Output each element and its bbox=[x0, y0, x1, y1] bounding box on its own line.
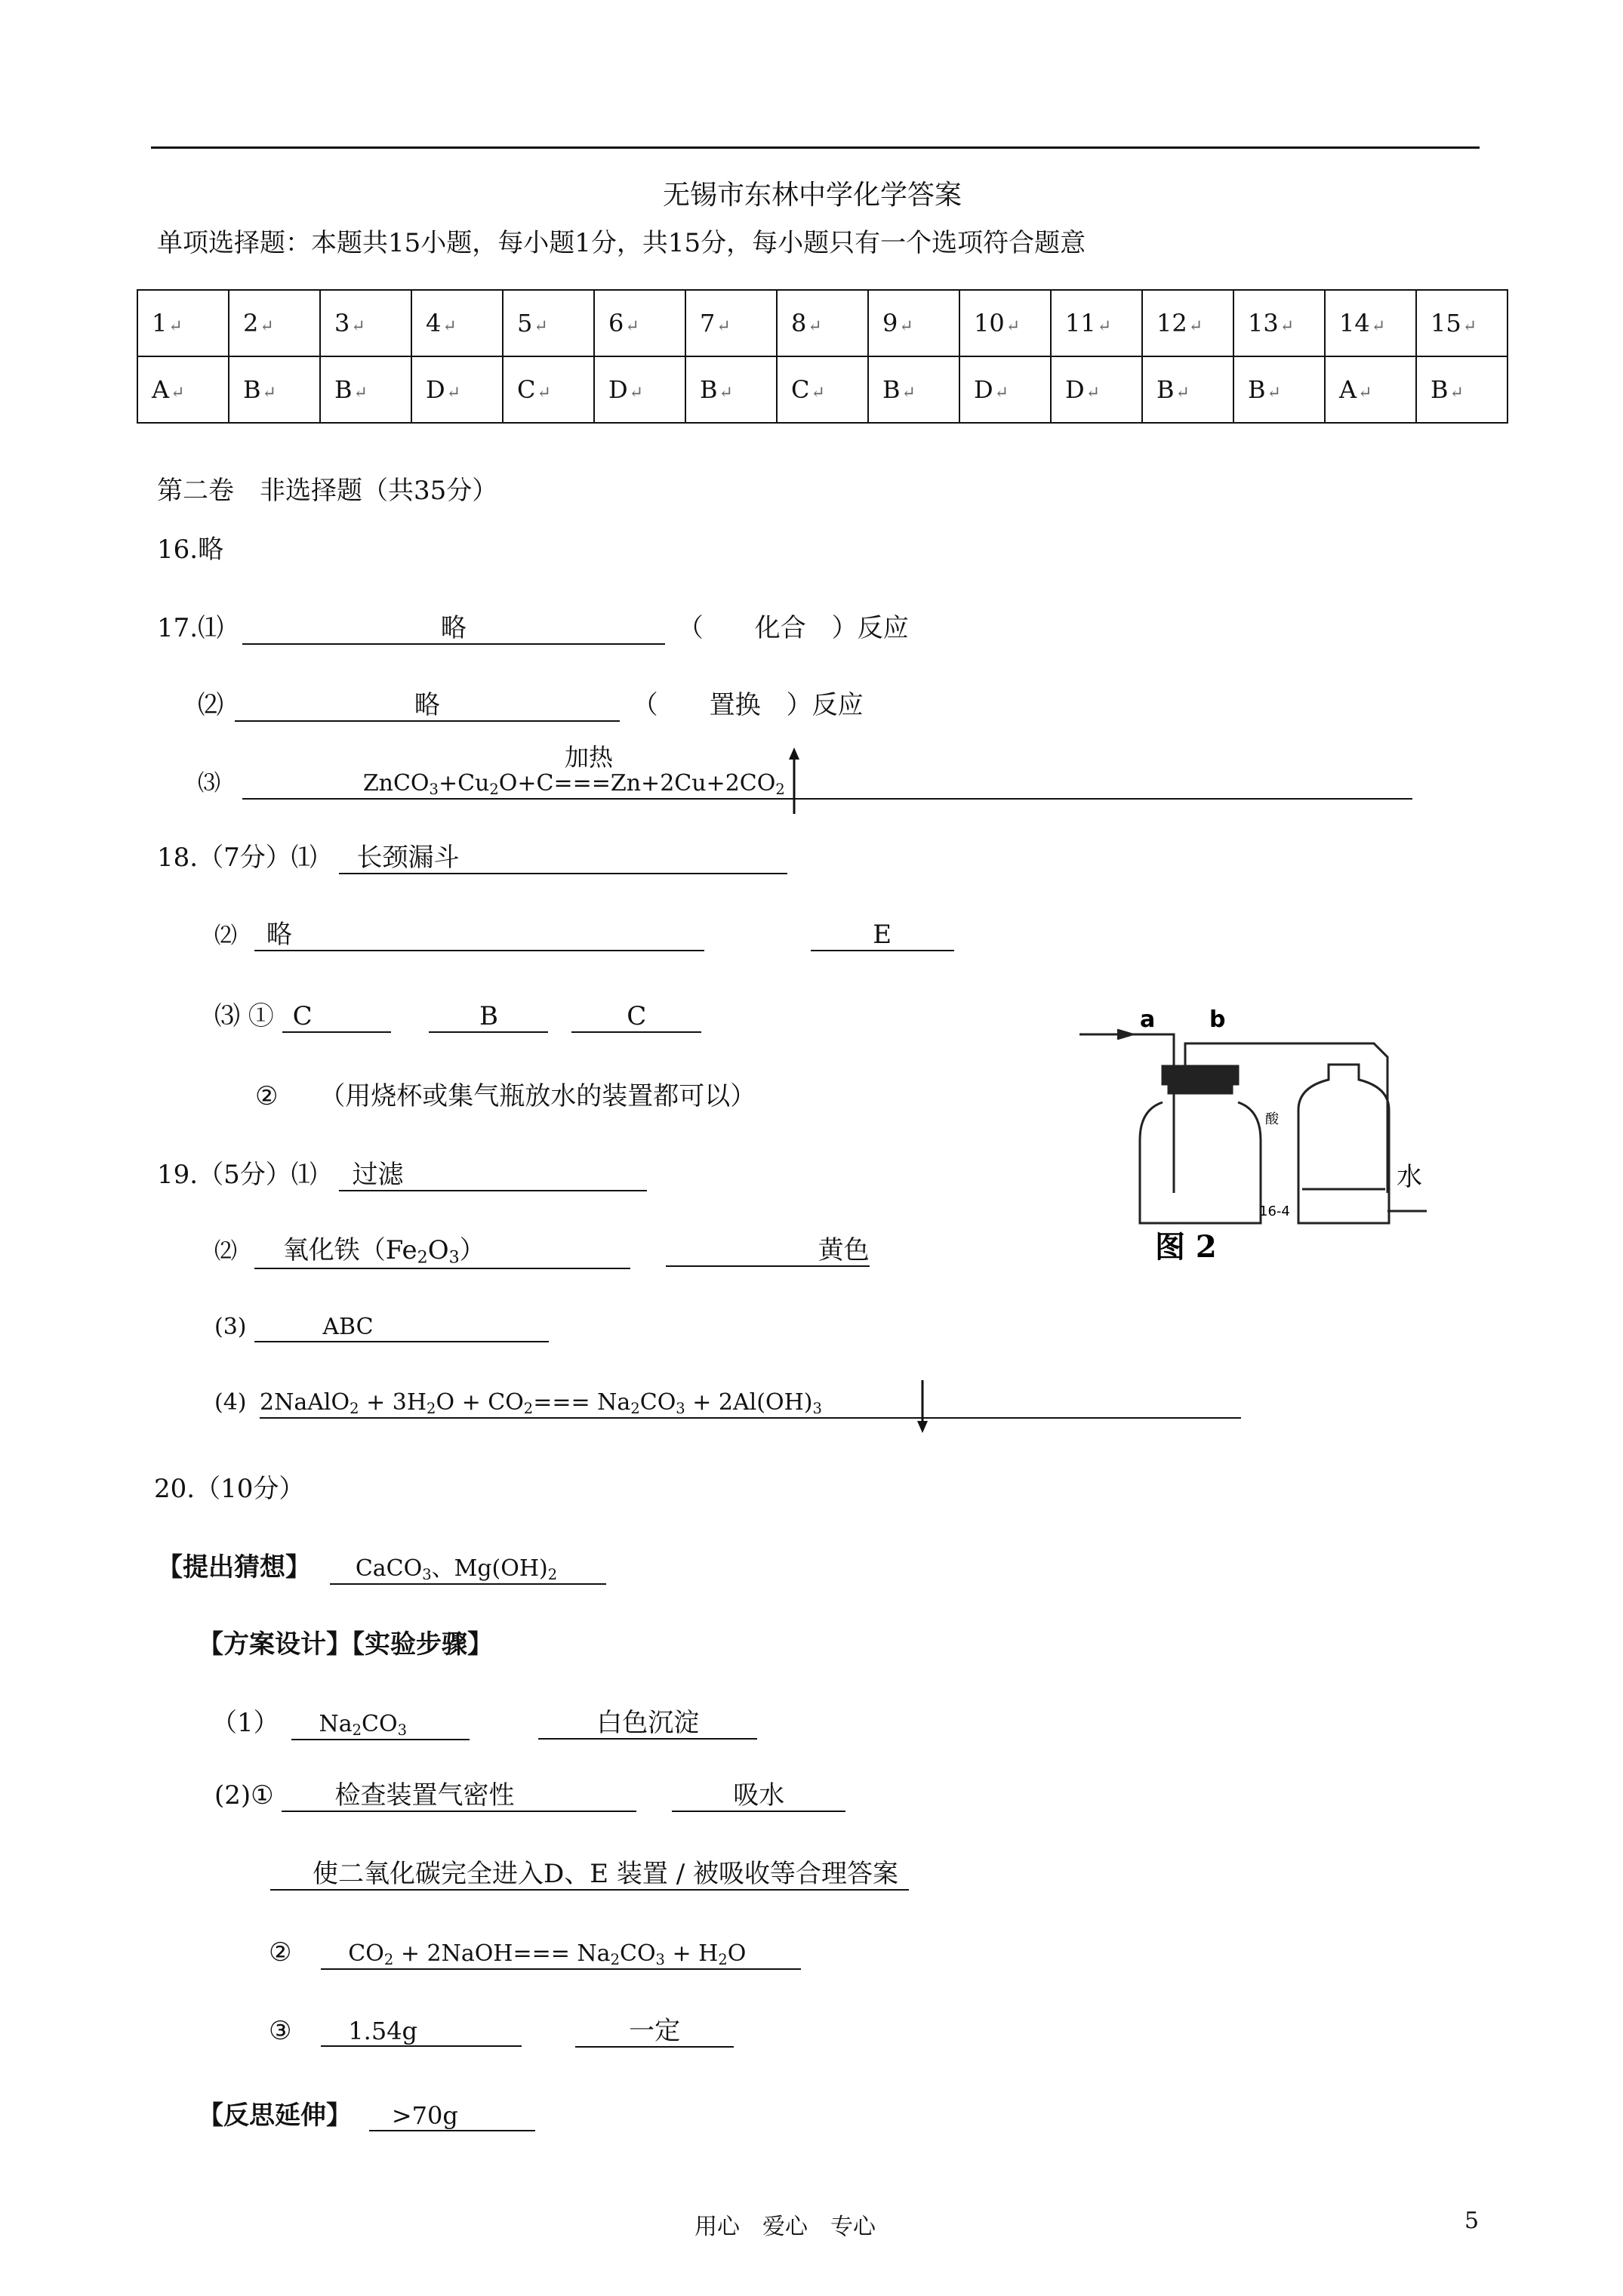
q18-p2-answer bbox=[254, 920, 704, 951]
cell-text: 8 bbox=[791, 309, 807, 337]
q17-p2-answer bbox=[235, 691, 620, 722]
return-mark: ↵ bbox=[625, 317, 639, 336]
table-cell bbox=[411, 290, 503, 356]
return-mark: ↵ bbox=[994, 384, 1009, 402]
eq-part: + 2NaOH=== Na bbox=[393, 1940, 611, 1967]
q20-s2-answer1 bbox=[282, 1781, 636, 1812]
eq-sub: 3 bbox=[812, 1399, 822, 1417]
q18-p2-label: ⑵ bbox=[214, 923, 237, 949]
cell-text: 5 bbox=[517, 309, 533, 337]
eq-part: CO bbox=[639, 1389, 676, 1416]
cell-text: 6 bbox=[608, 309, 624, 337]
answer-text: 一定 bbox=[629, 2016, 681, 2046]
eq-sub: 2 bbox=[489, 780, 499, 798]
eq-part: ZnCO bbox=[362, 770, 430, 797]
q17-p2-type: （ 置换 ）反应 bbox=[632, 690, 864, 720]
stopper bbox=[1163, 1066, 1238, 1084]
q20-step2-line2 bbox=[270, 1859, 909, 1891]
table-cell bbox=[320, 356, 411, 423]
answer-text: 使二氧化碳完全进入D、E 装置 / 被吸收等合理答案 bbox=[313, 1859, 898, 1889]
tube-a bbox=[1132, 1034, 1174, 1193]
answer-text: 、Mg(OH) bbox=[431, 1555, 548, 1582]
table-cell bbox=[137, 290, 229, 356]
cell-text: 11 bbox=[1065, 309, 1096, 337]
table-cell bbox=[503, 356, 594, 423]
answer-sub: 3 bbox=[448, 1247, 460, 1268]
answer-text: 略 bbox=[440, 613, 467, 643]
label-a: a bbox=[1140, 1006, 1156, 1033]
q20-s2-3-answer1 bbox=[321, 2017, 522, 2047]
cell-text: 7 bbox=[700, 309, 716, 337]
q18-p1-label: 18.（7分）⑴ bbox=[157, 843, 317, 873]
cell-text: 14 bbox=[1339, 309, 1370, 337]
q19-p2-answer1 bbox=[254, 1236, 630, 1269]
return-mark: ↵ bbox=[446, 384, 461, 402]
q19-p3-label: (3) bbox=[214, 1314, 247, 1340]
q20-step2 bbox=[214, 1780, 845, 1812]
q18-part2 bbox=[214, 917, 954, 951]
cell-text: 10 bbox=[974, 309, 1005, 337]
q19-p2-label: ⑵ bbox=[214, 1238, 237, 1265]
page-number: 5 bbox=[1464, 2208, 1480, 2234]
cell-text: C bbox=[517, 375, 536, 404]
answer-table-number-row bbox=[137, 290, 1508, 356]
return-mark: ↵ bbox=[353, 384, 368, 402]
q20-s2-2-equation bbox=[321, 1941, 801, 1970]
header-rule bbox=[151, 146, 1480, 149]
eq-part: +Cu bbox=[438, 770, 490, 797]
table-cell bbox=[411, 356, 503, 423]
page-title: 无锡市东林中学化学答案 bbox=[663, 180, 962, 211]
eq-sub: 2 bbox=[718, 1950, 728, 1968]
table-cell bbox=[1325, 356, 1416, 423]
q18-p3-2-text: （用烧杯或集气瓶放水的装置都可以） bbox=[319, 1081, 756, 1111]
q17-p1-answer bbox=[242, 614, 665, 645]
return-mark: ↵ bbox=[1371, 317, 1386, 336]
cell-text: B bbox=[1431, 375, 1449, 404]
cell-text: D bbox=[608, 375, 628, 404]
label-side: 酸 bbox=[1265, 1111, 1279, 1127]
cell-text: 1 bbox=[152, 309, 168, 337]
answer-sub: 2 bbox=[547, 1565, 558, 1583]
eq-part: + 2Al(OH) bbox=[685, 1389, 813, 1416]
q17-p1-type: （ 化合 ）反应 bbox=[677, 613, 909, 643]
cell-text: B bbox=[1248, 375, 1266, 404]
eq-sub: 2 bbox=[630, 1399, 640, 1417]
q20-step2-2 bbox=[269, 1937, 801, 1970]
q17-p3-equation bbox=[242, 771, 1412, 800]
answer-table-answer-row bbox=[137, 356, 1508, 423]
answer-text: 检查装置气密性 bbox=[334, 1780, 515, 1811]
cell-text: 12 bbox=[1156, 309, 1187, 337]
q18-p3-answer2 bbox=[429, 1002, 548, 1033]
return-mark: ↵ bbox=[811, 384, 825, 402]
return-mark: ↵ bbox=[1267, 384, 1281, 402]
q18-p3-answer1 bbox=[282, 1002, 391, 1033]
cell-text: A bbox=[152, 375, 170, 404]
q20-reflect-label: 【反思延伸】 bbox=[198, 2100, 352, 2131]
cell-text: B bbox=[882, 375, 901, 404]
answer-text: C bbox=[292, 1001, 313, 1031]
table-cell bbox=[229, 356, 320, 423]
eq-sub: 3 bbox=[429, 780, 439, 798]
q20-s1-answer2 bbox=[538, 1709, 757, 1740]
q17-p1-label: 17.⑴ bbox=[157, 613, 224, 643]
q17-p3-condition: 加热 bbox=[565, 743, 614, 772]
eq-sub: 3 bbox=[655, 1950, 665, 1968]
q18-part3 bbox=[214, 995, 701, 1033]
q18-p3-label: ⑶ ① bbox=[214, 1001, 274, 1031]
q20-guess-answer bbox=[330, 1556, 606, 1585]
table-cell bbox=[777, 356, 868, 423]
answer-text: 氧化铁（Fe bbox=[282, 1235, 417, 1265]
return-mark: ↵ bbox=[899, 317, 913, 336]
table-cell bbox=[503, 290, 594, 356]
cell-text: C bbox=[791, 375, 810, 404]
flask-left bbox=[1140, 1102, 1261, 1223]
return-mark: ↵ bbox=[1358, 384, 1372, 402]
eq-part: CO bbox=[619, 1940, 656, 1967]
q17-p3-label: ⑶ bbox=[198, 770, 220, 797]
cell-text: D bbox=[974, 375, 993, 404]
cell-text: 4 bbox=[426, 309, 442, 337]
figure-caption: 图 2 bbox=[1155, 1229, 1217, 1265]
label-num: 16-4 bbox=[1259, 1203, 1290, 1219]
eq-sub: 2 bbox=[523, 1399, 534, 1417]
answer-text: 过滤 bbox=[352, 1160, 404, 1190]
q20-s2-answer3 bbox=[270, 1860, 909, 1891]
answer-sub: 2 bbox=[352, 1721, 362, 1739]
return-mark: ↵ bbox=[1175, 384, 1190, 402]
cell-text: A bbox=[1339, 375, 1357, 404]
return-mark: ↵ bbox=[1097, 317, 1112, 336]
cell-text: 13 bbox=[1248, 309, 1279, 337]
return-mark: ↵ bbox=[1449, 384, 1464, 402]
q19-p4-equation bbox=[260, 1390, 1241, 1419]
return-mark: ↵ bbox=[262, 384, 276, 402]
answer-text: CO bbox=[362, 1711, 398, 1737]
return-mark: ↵ bbox=[260, 317, 274, 336]
answer-text: 1.54g bbox=[348, 2017, 418, 2045]
q20-guess bbox=[157, 1546, 606, 1585]
cell-text: 2 bbox=[243, 309, 259, 337]
answer-text: 黄色 bbox=[818, 1235, 870, 1265]
table-cell bbox=[229, 290, 320, 356]
return-mark: ↵ bbox=[537, 384, 551, 402]
answer-text: Na bbox=[319, 1711, 353, 1737]
return-mark: ↵ bbox=[351, 317, 365, 336]
q20-s1-answer1 bbox=[291, 1712, 470, 1740]
answer-text: >70g bbox=[391, 2101, 458, 2130]
cell-text: B bbox=[334, 375, 353, 404]
table-cell bbox=[1233, 290, 1325, 356]
answer-text: 略 bbox=[414, 690, 440, 720]
q19-p3-answer bbox=[254, 1314, 549, 1342]
q20-s2-3-label: ③ bbox=[269, 2016, 292, 2046]
return-mark: ↵ bbox=[1280, 317, 1295, 336]
answer-text: 长颈漏斗 bbox=[356, 843, 460, 873]
section2-heading: 第二卷 非选择题（共35分） bbox=[157, 476, 498, 506]
table-cell bbox=[137, 356, 229, 423]
table-cell bbox=[685, 356, 777, 423]
q17-part1 bbox=[157, 607, 909, 645]
return-mark: ↵ bbox=[171, 384, 185, 402]
q20-reflect bbox=[198, 2094, 535, 2131]
q19-p1-answer bbox=[339, 1160, 647, 1191]
eq-sub: 2 bbox=[427, 1399, 436, 1417]
answer-text: 吸水 bbox=[733, 1780, 785, 1811]
q20-step1 bbox=[211, 1702, 757, 1740]
table-cell bbox=[868, 290, 959, 356]
q18-part1 bbox=[157, 837, 787, 874]
eq-sub: 3 bbox=[676, 1399, 685, 1417]
q19-part3 bbox=[214, 1311, 549, 1342]
q18-p2-answer2 bbox=[811, 920, 954, 951]
answer-text: CaCO bbox=[355, 1555, 423, 1582]
q20-s1-label: （1） bbox=[211, 1708, 279, 1738]
cell-text: B bbox=[700, 375, 718, 404]
answer-sub: 3 bbox=[397, 1721, 407, 1739]
return-mark: ↵ bbox=[719, 384, 733, 402]
q20-step2-3 bbox=[269, 2016, 734, 2048]
label-water: 水 bbox=[1397, 1162, 1422, 1192]
answer-text: B bbox=[479, 1001, 498, 1031]
eq-part: + 3H bbox=[359, 1389, 427, 1416]
q18-p1-answer bbox=[339, 843, 787, 874]
answer-text: 略 bbox=[266, 920, 292, 950]
answer-text: C bbox=[627, 1001, 647, 1031]
q17-part2 bbox=[198, 684, 864, 722]
return-mark: ↵ bbox=[808, 317, 822, 336]
q16: 16.略 bbox=[157, 535, 224, 565]
q20-s2-answer2 bbox=[672, 1781, 845, 1812]
table-cell bbox=[959, 290, 1051, 356]
table-cell bbox=[1142, 356, 1233, 423]
q18-part3-2 bbox=[255, 1075, 756, 1112]
cell-text: 9 bbox=[882, 309, 898, 337]
flask-right bbox=[1298, 1065, 1389, 1223]
q20-guess-label: 【提出猜想】 bbox=[157, 1552, 311, 1583]
return-mark: ↵ bbox=[442, 317, 457, 336]
table-cell bbox=[1051, 290, 1142, 356]
return-mark: ↵ bbox=[534, 317, 548, 336]
q17-part3 bbox=[198, 764, 1412, 800]
equation-text bbox=[242, 770, 785, 797]
q18-p3-answer3 bbox=[571, 1002, 701, 1033]
table-cell bbox=[868, 356, 959, 423]
return-mark: ↵ bbox=[716, 317, 731, 336]
q20-s2-3-answer2 bbox=[575, 2017, 734, 2048]
answer-sub: 3 bbox=[422, 1565, 432, 1583]
answer-text: 白色沉淀 bbox=[596, 1708, 700, 1738]
eq-part: O + CO bbox=[436, 1389, 524, 1416]
cell-text: D bbox=[426, 375, 445, 404]
answer-sub: 2 bbox=[417, 1247, 428, 1268]
eq-part: + H bbox=[664, 1940, 719, 1967]
answer-table bbox=[137, 289, 1508, 424]
eq-part: O+C===Zn+2Cu+2CO bbox=[498, 770, 776, 797]
apparatus-figure bbox=[1072, 997, 1434, 1268]
eq-part: CO bbox=[348, 1940, 384, 1967]
q20-s2-label: (2)① bbox=[214, 1780, 274, 1811]
table-cell bbox=[1416, 290, 1508, 356]
stopper-lower bbox=[1169, 1084, 1232, 1093]
gas-arrow-up-icon bbox=[785, 747, 803, 815]
q19-part4 bbox=[214, 1389, 1241, 1419]
return-mark: ↵ bbox=[1086, 384, 1101, 402]
q19-p1-label: 19.（5分）⑴ bbox=[157, 1160, 317, 1190]
q19-part2 bbox=[214, 1232, 870, 1269]
q19-p4-label: (4) bbox=[214, 1389, 247, 1416]
q20-s2-2-label: ② bbox=[269, 1937, 292, 1968]
q19-p2-answer2 bbox=[666, 1236, 870, 1267]
table-cell bbox=[1233, 356, 1325, 423]
table-cell bbox=[320, 290, 411, 356]
return-mark: ↵ bbox=[629, 384, 644, 402]
table-cell bbox=[777, 290, 868, 356]
label-b: b bbox=[1209, 1006, 1226, 1033]
q18-p3-2-label: ② bbox=[255, 1081, 279, 1111]
eq-part: O bbox=[727, 1940, 747, 1967]
eq-sub: 2 bbox=[383, 1950, 394, 1968]
return-mark: ↵ bbox=[168, 317, 183, 336]
answer-text: E bbox=[873, 920, 892, 950]
return-mark: ↵ bbox=[1188, 317, 1203, 336]
answer-text: O bbox=[427, 1235, 449, 1265]
eq-part: 2NaAlO bbox=[260, 1389, 350, 1416]
return-mark: ↵ bbox=[901, 384, 916, 402]
eq-sub: 2 bbox=[350, 1399, 359, 1417]
table-cell bbox=[959, 356, 1051, 423]
table-cell bbox=[685, 290, 777, 356]
table-cell bbox=[594, 290, 685, 356]
inlet-arrow-icon bbox=[1117, 1030, 1132, 1039]
eq-part: === Na bbox=[533, 1389, 631, 1416]
table-cell bbox=[1416, 356, 1508, 423]
eq-sub: 2 bbox=[775, 780, 785, 798]
section1-heading: 单项选择题：本题共15小题，每小题1分，共15分，每小题只有一个选项符合题意 bbox=[157, 228, 1086, 258]
q20-reflect-answer bbox=[369, 2102, 535, 2131]
table-cell bbox=[1142, 290, 1233, 356]
return-mark: ↵ bbox=[1006, 317, 1021, 336]
precipitate-arrow-down-icon bbox=[913, 1380, 932, 1433]
answer-text: ） bbox=[459, 1235, 485, 1265]
cell-text: B bbox=[1156, 375, 1175, 404]
cell-text: 3 bbox=[334, 309, 350, 337]
table-cell bbox=[594, 356, 685, 423]
table-cell bbox=[1051, 356, 1142, 423]
q20-header: 20.（10分） bbox=[154, 1474, 305, 1504]
q17-p2-label: ⑵ bbox=[198, 690, 223, 720]
footer-motto: 用心 爱心 专心 bbox=[694, 2214, 876, 2240]
eq-sub: 2 bbox=[610, 1950, 620, 1968]
table-cell bbox=[1325, 290, 1416, 356]
return-mark: ↵ bbox=[1462, 317, 1477, 336]
cell-text: D bbox=[1065, 375, 1085, 404]
cell-text: B bbox=[243, 375, 261, 404]
q20-plan: 【方案设计】【实验步骤】 bbox=[198, 1629, 493, 1660]
cell-text: 15 bbox=[1431, 309, 1461, 337]
answer-text: ABC bbox=[322, 1314, 374, 1340]
q19-part1 bbox=[157, 1154, 647, 1191]
